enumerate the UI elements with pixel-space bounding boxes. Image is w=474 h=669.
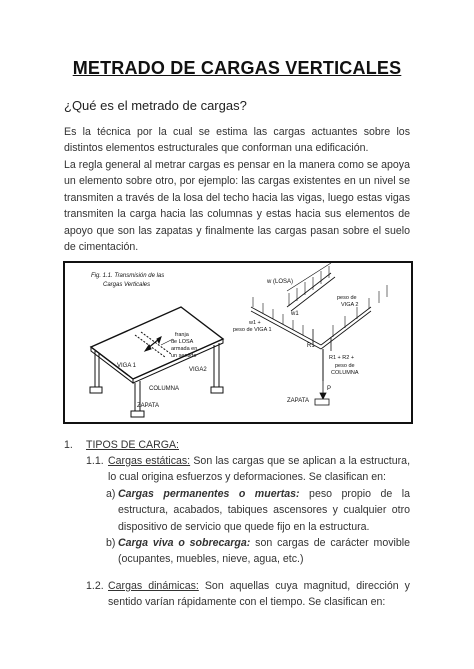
label-w1: w1 xyxy=(291,311,299,317)
label-p: P xyxy=(327,386,332,392)
paragraph-rule: La regla general al metrar cargas es pensar en la manera como se apoya un elemento sobre otro, por ejemplo: las cargas existentes en un nivel se transmiten a través de la losa del techo hacia las vigas, luego estas vigas transmiten la carga hacia las columnas y estas hacia sus elementos de apoyo que son las zapatas y finalmente las cargas pasan sobre el suelo de cimentación. xyxy=(64,159,410,254)
label-columna: COLUMNA xyxy=(149,386,180,392)
list-item-heading: Cargas permanentes o muertas: xyxy=(118,488,300,500)
list-item-body: peso propio de la estructura, acabados, tabiques ascensores y cualquier otro dispositivo de servicio que quede fijo en la estructura. xyxy=(118,488,410,533)
label-peso-de: peso de xyxy=(337,295,357,301)
subsection-number: 1.1. xyxy=(86,455,104,467)
list-item-heading: Carga viva o sobrecarga: xyxy=(118,537,251,549)
figure-drawing xyxy=(65,263,411,422)
label-peso-viga1: peso de VIGA 1 xyxy=(233,327,272,333)
subsection-text xyxy=(108,578,410,611)
label-w1-plus: w1 + xyxy=(249,320,261,326)
label-w-losa: w (LOSA) xyxy=(267,279,294,285)
label-viga1: VIGA 1 xyxy=(117,363,137,369)
section-heading: TIPOS DE CARGA: xyxy=(86,439,180,451)
label-zapata-right: ZAPATA xyxy=(287,398,310,404)
frame-3d-drawing xyxy=(90,307,223,417)
subsection-heading: Cargas dinámicas: xyxy=(108,580,199,592)
page-title: METRADO DE CARGAS VERTICALES xyxy=(72,58,402,78)
subsection-cargas-estaticas xyxy=(86,453,410,489)
section-question: ¿Qué es el metrado de cargas? xyxy=(64,98,247,113)
list-item-a xyxy=(106,486,410,538)
subsection-number: 1.2. xyxy=(86,580,104,592)
slab-note-2: de LOSA xyxy=(171,339,194,345)
slab-note-1: franja xyxy=(175,332,189,338)
paragraph-definition: Es la técnica por la cual se estima las cargas actuantes sobre los distintos elementos estructurales que conforman una edificación. xyxy=(64,126,410,155)
label-viga2-right: VIGA 2 xyxy=(341,302,359,308)
list-item-b xyxy=(106,535,410,571)
label-viga2: VIGA2 xyxy=(189,367,207,373)
label-columna-right: COLUMNA xyxy=(331,370,359,376)
slab-note-3: armada en xyxy=(171,346,198,352)
subsection-body: Son las cargas que se aplican a la estructura, lo cual origina esfuerzos y deformaciones. Se clasifican en: xyxy=(108,455,411,484)
subsection-body: Son aquellas cuya magnitud, dirección y sentido varían rápidamente con el tiempo. Se clasifican en: xyxy=(108,580,410,609)
subsection-heading: Cargas estáticas: xyxy=(108,455,191,467)
section-number: 1. xyxy=(64,439,73,451)
figure-caption-line2: Cargas Verticales xyxy=(103,282,151,288)
subsection-cargas-dinamicas xyxy=(86,578,410,614)
subsection-text xyxy=(108,453,410,486)
list-item-body: son cargas de carácter movible (ocupantes, muebles, nieve, agua, etc.) xyxy=(118,537,410,566)
label-zapata: ZAPATA xyxy=(137,403,160,409)
label-r1: R1 xyxy=(307,343,315,349)
figure-caption-line1: Fig. 1.1. Transmisión de las xyxy=(91,273,165,279)
list-letter: a) xyxy=(106,488,116,500)
slab-note-4: un sentido xyxy=(171,353,197,359)
list-item-text xyxy=(118,535,410,568)
list-letter: b) xyxy=(106,537,116,549)
load-transmission-figure xyxy=(63,261,413,424)
list-item-text xyxy=(118,486,410,535)
label-r1-r2: R1 + R2 + xyxy=(329,355,355,361)
label-peso-de-2: peso de xyxy=(335,363,355,369)
